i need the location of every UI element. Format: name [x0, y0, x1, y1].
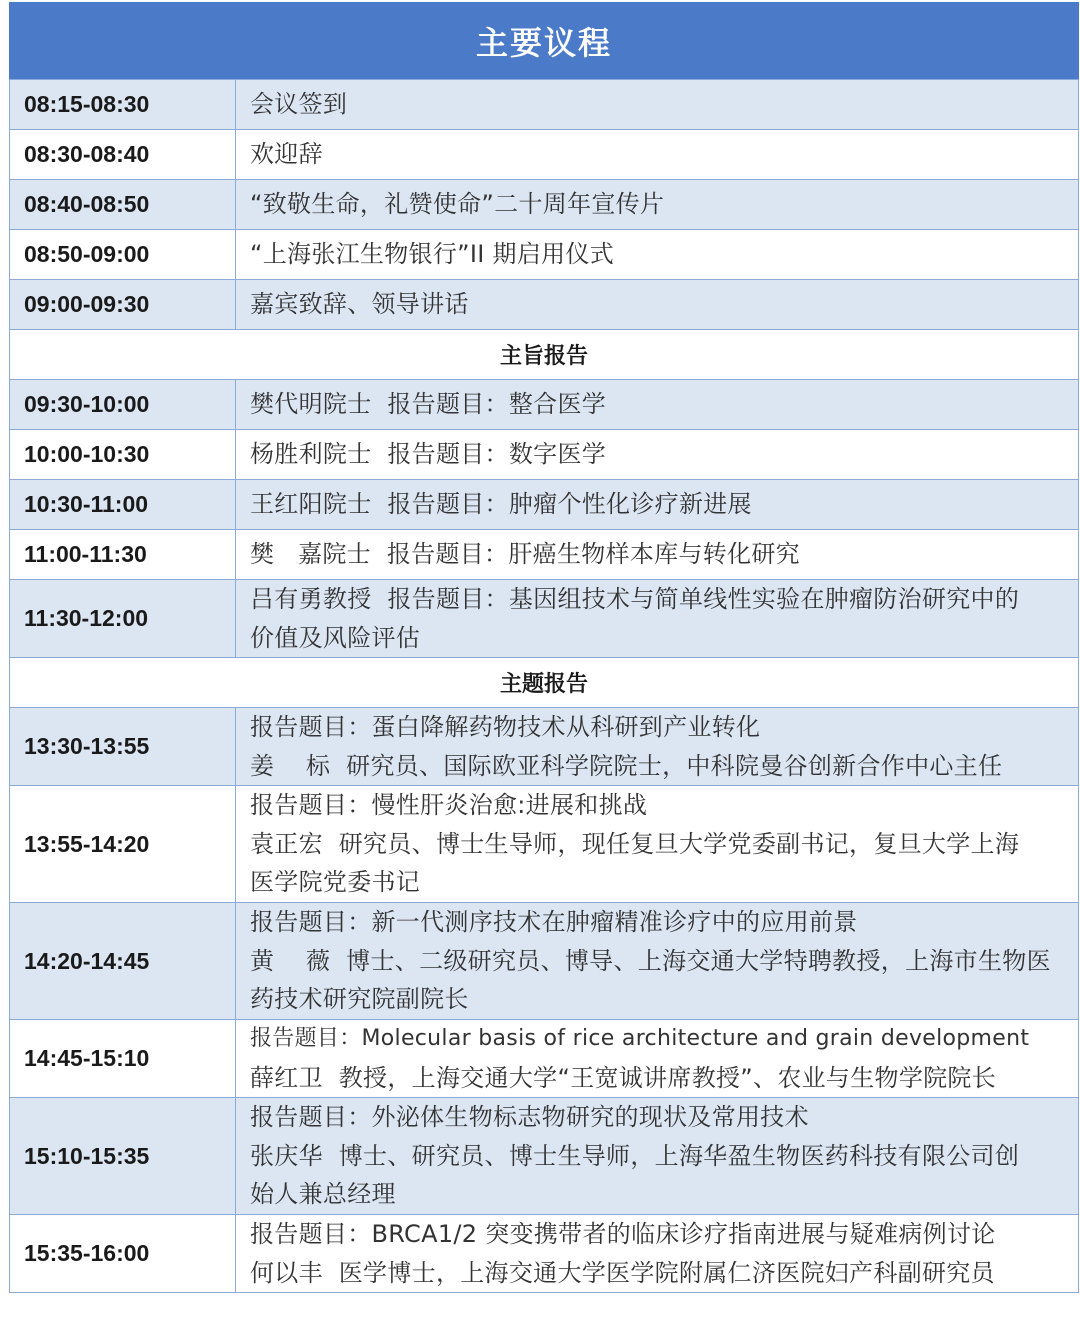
agenda-item: [236, 708, 1079, 786]
time-cell: 08:50-09:00: [10, 230, 236, 280]
table-row: [10, 380, 1079, 430]
speaker-info: 黄 薇 博士、二级研究员、博导、上海交通大学特聘教授，上海市生物医: [250, 946, 1051, 975]
time-cell: 15:35-16:00: [10, 1215, 236, 1293]
table-row: [10, 430, 1079, 480]
agenda-item-line: 吕有勇教授 报告题目：基因组技术与简单线性实验在肿瘤防治研究中的: [250, 585, 1020, 613]
time-cell: 14:20-14:45: [10, 903, 236, 1020]
section-row-keynote: [10, 330, 1079, 380]
time-cell: 11:00-11:30: [10, 530, 236, 580]
agenda-item: 欢迎辞: [236, 130, 1079, 180]
table-row: [10, 1020, 1079, 1098]
time-cell: 15:10-15:35: [10, 1098, 236, 1215]
agenda-table-container: [9, 2, 1079, 1293]
report-topic: 报告题目：Molecular basis of rice architecture and grain development: [250, 1026, 1030, 1051]
speaker-info: 袁正宏 研究员、博士生导师，现任复旦大学党委副书记，复旦大学上海: [250, 829, 1020, 858]
table-row: [10, 280, 1079, 330]
agenda-item: 王红阳院士 报告题目：肿瘤个性化诊疗新进展: [236, 480, 1079, 530]
speaker-info: 药技术研究院副院长: [250, 985, 469, 1014]
agenda-item: [236, 1215, 1079, 1293]
table-row: [10, 230, 1079, 280]
speaker-info: 何以丰 医学博士，上海交通大学医学院附属仁济医院妇产科副研究员: [250, 1258, 995, 1287]
table-row: [10, 1098, 1079, 1215]
agenda-item: 杨胜利院士 报告题目：数字医学: [236, 430, 1079, 480]
report-topic: 报告题目：BRCA1/2 突变携带者的临床诊疗指南进展与疑难病例讨论: [250, 1220, 996, 1248]
speaker-info: 医学院党委书记: [250, 868, 421, 897]
time-cell: 08:15-08:30: [10, 80, 236, 130]
speaker-info: 薛红卫 教授，上海交通大学“王宽诚讲席教授”、农业与生物学院院长: [250, 1063, 997, 1092]
report-topic: 报告题目：新一代测序技术在肿瘤精准诊疗中的应用前景: [250, 908, 858, 937]
agenda-item: 樊 嘉院士 报告题目：肝癌生物样本库与转化研究: [236, 530, 1079, 580]
time-cell: 11:30-12:00: [10, 580, 236, 658]
agenda-item: [236, 903, 1079, 1020]
speaker-info: 姜 标 研究员、国际欧亚科学院院士，中科院曼谷创新合作中心主任: [250, 751, 1003, 780]
table-row: [10, 530, 1079, 580]
time-cell: 13:30-13:55: [10, 708, 236, 786]
agenda-item-line: 价值及风险评估: [250, 623, 421, 652]
agenda-item: 会议签到: [236, 80, 1079, 130]
agenda-item: “致敬生命，礼赞使命”二十周年宣传片: [236, 180, 1079, 230]
time-cell: 14:45-15:10: [10, 1020, 236, 1098]
agenda-table: [9, 79, 1079, 1293]
section-title: 主题报告: [10, 658, 1079, 708]
speaker-info: 始人兼总经理: [250, 1180, 396, 1209]
table-row: [10, 480, 1079, 530]
report-topic: 报告题目：外泌体生物标志物研究的现状及常用技术: [250, 1103, 809, 1132]
agenda-item: 嘉宾致辞、领导讲话: [236, 280, 1079, 330]
agenda-item: [236, 580, 1079, 658]
table-row: [10, 80, 1079, 130]
agenda-item: [236, 1098, 1079, 1215]
table-row: [10, 708, 1079, 786]
time-cell: 10:00-10:30: [10, 430, 236, 480]
time-cell: 08:40-08:50: [10, 180, 236, 230]
section-title: 主旨报告: [10, 330, 1079, 380]
agenda-item: [236, 1020, 1079, 1098]
time-cell: 09:30-10:00: [10, 380, 236, 430]
report-topic: 报告题目：蛋白降解药物技术从科研到产业转化: [250, 713, 761, 741]
time-cell: 09:00-09:30: [10, 280, 236, 330]
table-row: [10, 903, 1079, 1020]
agenda-item: [236, 786, 1079, 903]
section-row-theme: [10, 658, 1079, 708]
time-cell: 13:55-14:20: [10, 786, 236, 903]
agenda-item: “上海张江生物银行”II 期启用仪式: [236, 230, 1079, 280]
table-row: [10, 130, 1079, 180]
time-cell: 08:30-08:40: [10, 130, 236, 180]
table-row: [10, 786, 1079, 903]
agenda-item: 樊代明院士 报告题目：整合医学: [236, 380, 1079, 430]
time-cell: 10:30-11:00: [10, 480, 236, 530]
table-row: [10, 1215, 1079, 1293]
table-row: [10, 580, 1079, 658]
agenda-title: 主要议程: [9, 2, 1079, 79]
speaker-info: 张庆华 博士、研究员、博士生导师，上海华盈生物医药科技有限公司创: [250, 1141, 1020, 1170]
table-row: [10, 180, 1079, 230]
report-topic: 报告题目：慢性肝炎治愈:进展和挑战: [250, 791, 648, 820]
